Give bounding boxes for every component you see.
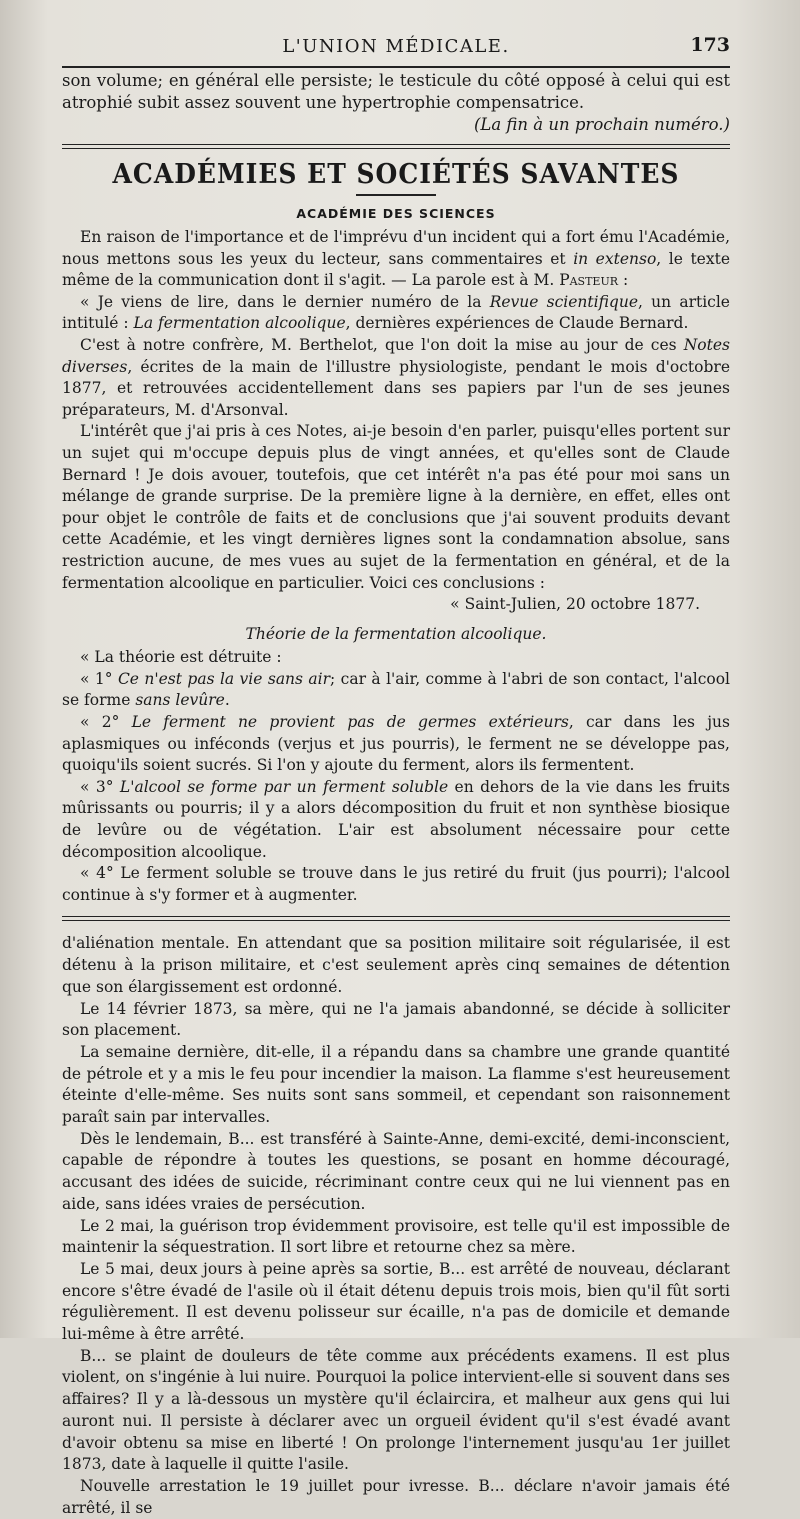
theory-title: Théorie de la fermentation alcoolique. <box>245 624 547 643</box>
feuilleton-paragraph: d'aliénation mentale. En attendant que sa position militaire soit régularisée, il est détenu à la prison militaire, et c'est seulement après cinq semaines de détention que son élargissement est ordonné. <box>62 934 730 996</box>
theory-point-3: « 3° L'alcool se forme par un ferment soluble en dehors de la vie dans les fruits mûrissants ou pourris; il y a alors décomposition du fruit et non synthèse biosique de levûre ou de végétation. L'air est absolument nécessaire pour cette décomposition alcoolique. <box>62 777 730 861</box>
feuilleton-paragraph: Le 5 mai, deux jours à peine après sa sortie, B... est arrêté de nouveau, déclarant encore s'être évadé de l'asile où il était détenu depuis trois mois, bien qu'il fût sorti régulièrement. Il est devenu polisseur sur écaille, n'a pas de domicile et demande lui-même à être arrêté. <box>62 1259 730 1344</box>
journal-title: L'UNION MÉDICALE. <box>282 36 510 57</box>
article-paragraph: C'est à notre confrère, M. Berthelot, que l'on doit la mise au jour de ces Notes diverses, écrites de la main de l'illustre physiologiste, pendant le mois d'octobre 1877, et retrouvées accidentellement dans ses papiers par l'un de ses jeunes préparateurs, M. d'Arsonval. <box>62 335 730 419</box>
subsection-title: ACADÉMIE DES SCIENCES <box>296 206 496 221</box>
continuation-block <box>62 70 730 136</box>
theory-intro: « La théorie est détruite : <box>80 648 282 667</box>
feuilleton-paragraph: Dès le lendemain, B... est transféré à Sainte-Anne, demi-excité, demi-inconscient, capable de répondre à toutes les questions, se posant en homme découragé, accusant des idées de suicide, récriminant contre ceux qui ne lui viennent pas en aide, sans idées vraies de persécution. <box>62 1129 730 1213</box>
dateline: « Saint-Julien, 20 octobre 1877. <box>450 595 700 614</box>
theory-point-2: « 2° Le ferment ne provient pas de germes extérieurs, car dans les jus aplasmiques ou inféconds (verjus et jus pourris), le ferment ne se développe pas, quoiqu'ils soient sucrés. Si l'on y ajoute du ferment, alors ils fermentent. <box>62 713 730 775</box>
continuation-note: (La fin à un prochain numéro.) <box>473 115 730 134</box>
theory-point-4: « 4° Le ferment soluble se trouve dans le jus retiré du fruit (jus pourri); l'alcool continue à s'y former et à augmenter. <box>62 864 730 904</box>
article-paragraph: L'intérêt que j'ai pris à ces Notes, ai-je besoin d'en parler, puisqu'elles portent sur un sujet qui m'occupe depuis plus de vingt années, et qu'elles sont de Claude Bernard ! Je dois avouer, toutefois, que cet intérêt n'a pas été pour moi sans un mélange de grande surprise. De la première ligne à la dernière, en effet, elles ont pour objet le contrôle de faits et de conclusions que j'ai souvent produits devant cette Académie, et les vingt dernières lignes sont la condamnation absolue, sans restriction aucune, de mes vues au sujet de la fermentation en général, et de la fermentation alcoolique en particulier. Voici ces conclusions : <box>62 422 730 592</box>
feuilleton-body <box>62 933 730 1519</box>
feuilleton-paragraph: Le 2 mai, la guérison trop évidemment provisoire, est telle qu'il est impossible de maintenir la séquestration. Il sort libre et retourne chez sa mère. <box>62 1216 730 1257</box>
running-head <box>62 28 730 64</box>
feuilleton-paragraph: B... se plaint de douleurs de tête comme aux précédents examens. Il est plus violent, on s'ingénie à lui nuire. Pourquoi la police intervient-elle si souvent dans ses affaires? Il y a là-dessous un mystère qu'il éclaircira, et malheur aux gens qui lui auront nui. Il persiste à déclarer avec un orgueil évident qu'il s'est évadé avant d'avoir obtenu sa mise en liberté ! On prolonge l'internement jusqu'au 1er juillet 1873, date à laquelle il quitte l'asile. <box>62 1346 730 1474</box>
header-rule <box>62 66 730 68</box>
feuilleton-divider <box>62 916 730 921</box>
section-divider <box>62 144 730 149</box>
section-title: ACADÉMIES ET SOCIÉTÉS SAVANTES <box>112 157 680 190</box>
feuilleton-paragraph: Le 14 février 1873, sa mère, qui ne l'a jamais abandonné, se décide à solliciter son placement. <box>62 999 730 1040</box>
article-body <box>62 227 730 906</box>
continuation-text: son volume; en général elle persiste; le testicule du côté opposé à celui qui est atrophié subit assez souvent une hypertrophie compensatrice. <box>62 71 730 112</box>
theory-point-1: « 1° Ce n'est pas la vie sans air; car à l'air, comme à l'abri de son contact, l'alcool se forme sans levûre. <box>62 669 731 710</box>
feuilleton-paragraph: La semaine dernière, dit-elle, il a répandu dans sa chambre une grande quantité de pétrole et y a mis le feu pour incendier la maison. La flamme s'est heureusement éteinte d'elle-même. Ses nuits sont sans sommeil, et cependant son raisonnement paraît sain par intervalles. <box>62 1042 730 1127</box>
feuilleton-paragraph: Nouvelle arrestation le 19 juillet pour ivresse. B... déclare n'avoir jamais été arrêté, il se <box>62 1476 730 1517</box>
page-number: 173 <box>690 34 730 56</box>
title-rule <box>356 194 436 196</box>
article-paragraph: En raison de l'importance et de l'imprévu d'un incident qui a fort ému l'Académie, nous mettons sous les yeux du lecteur, sans commentaires et in extenso, le texte même de la communication dont il s'agit. — La parole est à M. Pasteur : <box>62 228 730 290</box>
article-paragraph: « Je viens de lire, dans le dernier numéro de la Revue scientifique, un article intitulé : La fermentation alcoolique, dernières expériences de Claude Bernard. <box>62 292 730 333</box>
